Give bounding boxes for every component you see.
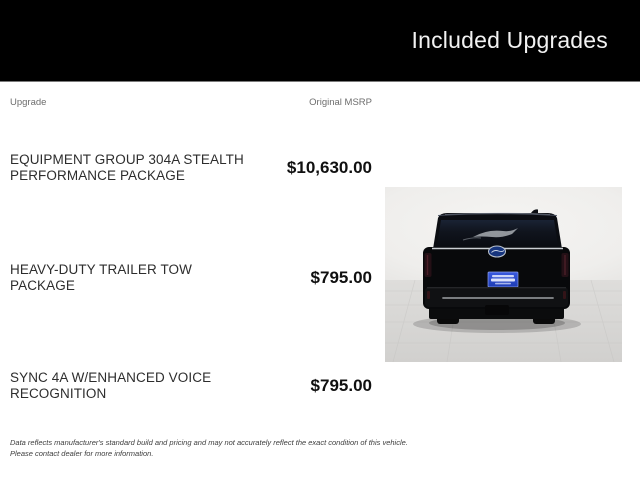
tow-hitch — [485, 305, 509, 315]
reflector-left — [427, 291, 430, 299]
column-header-upgrade: Upgrade — [10, 97, 47, 108]
disclaimer-text — [10, 438, 410, 460]
vehicle-photo — [385, 187, 622, 362]
upgrade-price: $795.00 — [310, 376, 372, 395]
page-title: Included Upgrades — [411, 27, 608, 53]
upgrade-name: EQUIPMENT GROUP 304A STEALTH PERFORMANCE PACKAGE — [10, 152, 244, 183]
table-row — [10, 140, 372, 196]
column-header-original-msrp: Original MSRP — [309, 97, 372, 108]
ford-logo — [489, 246, 506, 257]
dealer-license-plate — [488, 272, 518, 287]
table-column-headers — [10, 97, 372, 108]
reflector-right — [563, 291, 566, 299]
header-bar — [0, 0, 640, 82]
suv-rear-view-illustration — [385, 187, 622, 362]
table-row — [10, 250, 372, 306]
disclaimer-line-1: Data reflects manufacturer's standard build and pricing and may not accurately reflect the exact condition of this vehicle. — [10, 438, 408, 447]
rear-bumper — [425, 287, 568, 307]
upgrade-name: SYNC 4A W/ENHANCED VOICE RECOGNITION — [10, 370, 212, 401]
black-suv — [423, 209, 570, 324]
upgrade-price: $795.00 — [310, 268, 372, 287]
upgrade-price: $10,630.00 — [286, 158, 372, 177]
upgrade-name: HEAVY-DUTY TRAILER TOW PACKAGE — [10, 262, 192, 293]
disclaimer-line-2: Please contact dealer for more information. — [10, 448, 154, 458]
table-row — [10, 358, 372, 414]
